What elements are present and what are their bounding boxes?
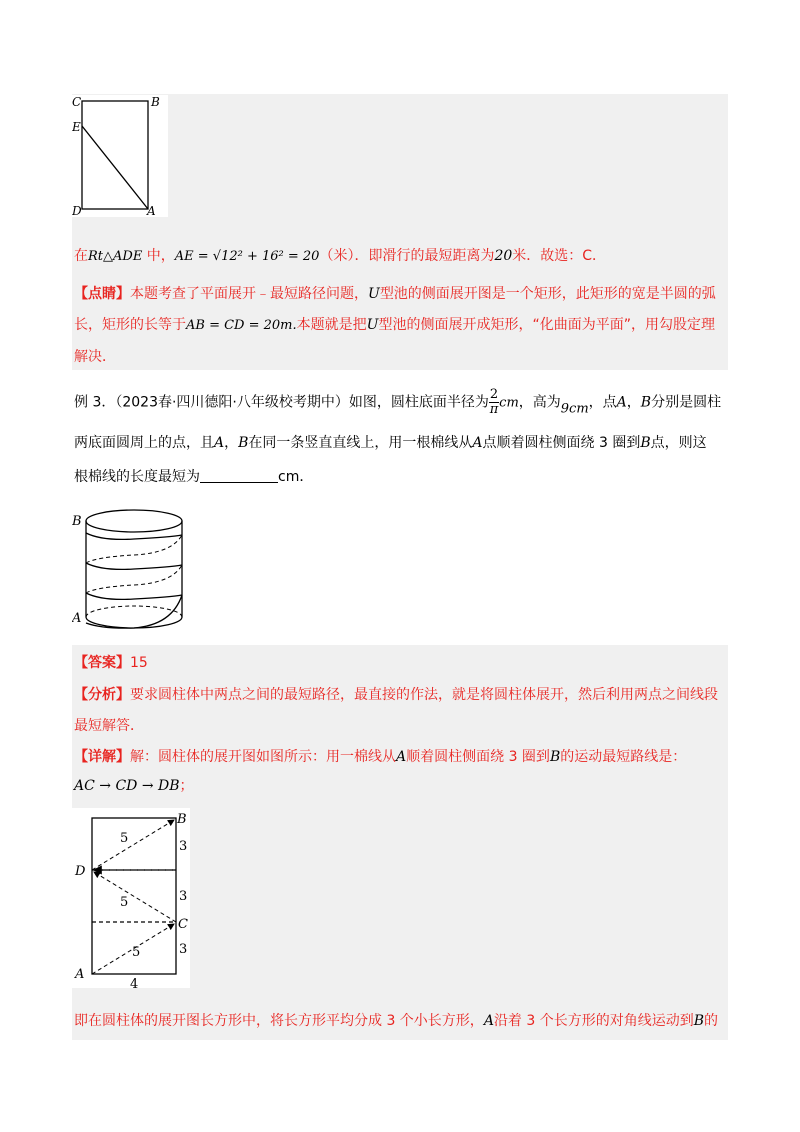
label-c: C [72,95,82,109]
label-e: E [72,120,81,134]
note-line-3: 解决． [74,349,116,365]
note-line-2: 长，矩形的长等于AB = CD = 20m.本题就是把U型池的侧面展开成矩形，“化曲面为平面”，用勾股定理 [74,317,715,333]
len-4: 4 [130,977,139,988]
detail-line-3: 即在圆柱体的展开图长方形中，将长方形平均分成 3 个小长方形，A沿着 3 个长方形的对角线运动到B的 [74,1013,719,1029]
answer-tag: 【答案】 [74,655,130,671]
len-5-bottom: 5 [132,945,141,960]
formula-ae: AE = √12² + 16² = 20 [174,249,320,264]
len-3-bottom: 3 [179,942,188,957]
label-b: B [177,812,187,827]
figure-cylinder-spiral [72,505,192,635]
radius-fraction: $\frac{2}{\pi}$ [489,387,499,417]
figure-rectangle-ade [72,95,168,217]
note-line-1: 【点睛】本题考查了平面展开﹣最短路径问题，U型池的侧面展开图是一个矩形，此矩形的宽是半圆的弧 [74,286,716,302]
label-b: B [151,95,160,109]
detail-tag: 【详解】 [74,749,130,765]
detail-line-1: 【详解】解：圆柱体的展开图如图所示：用一棉线从A顺着圆柱侧面绕 3 圈到B的运动最短路线是： [74,749,687,765]
analysis-tag: 【分析】 [74,687,130,703]
figure-unrolled-rectangle [72,808,190,988]
label-a: A [72,611,82,626]
analysis-line-2: 最短解答． [74,718,144,734]
label-d: D [75,864,86,879]
detail-line-2: AC → CD → DB； [74,778,194,794]
len-3-mid: 3 [179,889,188,904]
answer-line [74,652,148,674]
solution-text-line: 在Rt△ADE 中，AE = √12² + 16² = 20（米）．即滑行的最短距离为20米．故选：C． [74,248,607,264]
shortest-path: AC → CD → DB [74,778,180,794]
label-d: D [72,204,82,217]
example-3-line-1: 例 3．（2023春·四川德阳·八年级校考期中）如图，圆柱底面半径为 $\frac{2}{\pi}$ cm，高为9cm，点A，B分别是圆柱 [74,387,722,417]
note-tag: 【点睛】 [74,286,130,302]
example-3-line-3: 根棉线的长度最短为 cm． [74,469,314,485]
example-3-line-2: 两底面圆周上的点，且A，B在同一条竖直直线上，用一根棉线从A点顺着圆柱侧面绕 3 圈到B点，则这 [74,435,707,451]
answer-blank [200,468,278,483]
analysis-line-1: 【分析】要求圆柱体中两点之间的最短路径，最直接的作法，就是将圆柱体展开，然后利用两点之间线段 [74,687,718,703]
label-c: C [178,917,188,932]
label-a: A [147,204,156,217]
len-5-top: 5 [120,831,129,846]
label-b: B [72,514,82,529]
len-3-top: 3 [179,839,188,854]
answer-value: 15 [130,655,148,671]
label-a: A [75,967,85,982]
len-5-mid: 5 [120,895,129,910]
